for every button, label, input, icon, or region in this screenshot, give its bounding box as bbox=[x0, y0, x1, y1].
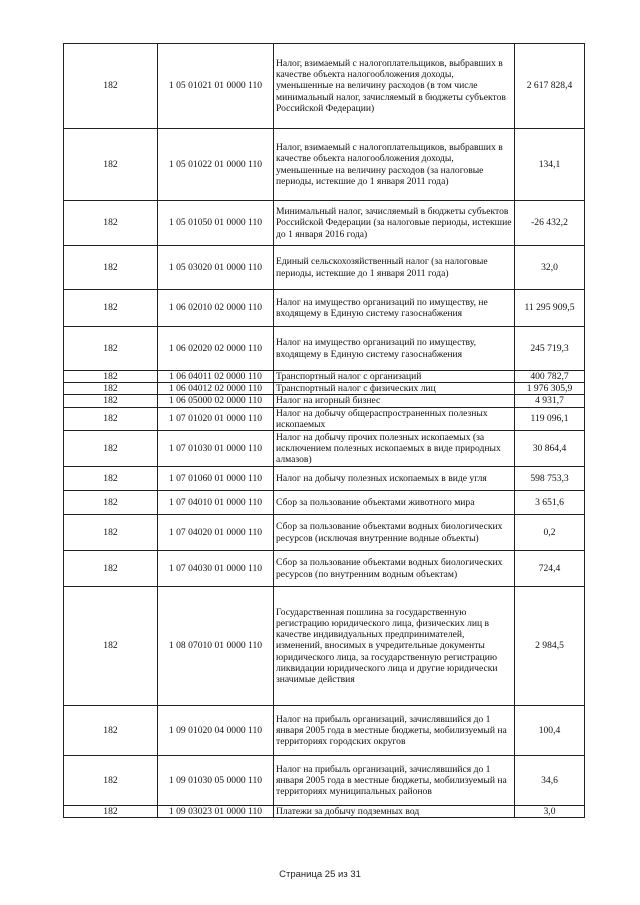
kbk-admin-code-cell: 182 bbox=[64, 587, 158, 706]
table-row bbox=[64, 756, 585, 806]
kbk-code-cell: 1 08 07010 01 0000 110 bbox=[158, 587, 274, 706]
revenue-name-cell: Единый сельскохозяйственный налог (за налоговые периоды, истекшие до 1 января 2011 года) bbox=[274, 246, 515, 290]
kbk-admin-code-cell: 182 bbox=[64, 407, 158, 430]
kbk-admin-code-cell: 182 bbox=[64, 290, 158, 327]
table-row bbox=[64, 551, 585, 587]
kbk-code-cell: 1 06 02010 02 0000 110 bbox=[158, 290, 274, 327]
amount-cell: 4 931,7 bbox=[515, 395, 585, 407]
amount-cell: 400 782,7 bbox=[515, 371, 585, 383]
revenue-name-cell: Налог на игорный бизнес bbox=[274, 395, 515, 407]
kbk-admin-code-cell: 182 bbox=[64, 201, 158, 246]
kbk-code-cell: 1 05 01022 01 0000 110 bbox=[158, 129, 274, 201]
amount-cell: 134,1 bbox=[515, 129, 585, 201]
amount-cell: 30 864,4 bbox=[515, 431, 585, 467]
revenue-table-body bbox=[64, 44, 585, 818]
revenue-name-cell: Налог на добычу прочих полезных ископаемых (за исключением полезных ископаемых в виде природных алмазов) bbox=[274, 431, 515, 467]
amount-cell: 3 651,6 bbox=[515, 491, 585, 515]
kbk-code-cell: 1 09 01020 04 0000 110 bbox=[158, 706, 274, 756]
revenue-name-cell: Сбор за пользование объектами животного мира bbox=[274, 491, 515, 515]
revenue-name-cell: Транспортный налог с физических лиц bbox=[274, 383, 515, 395]
kbk-admin-code-cell: 182 bbox=[64, 395, 158, 407]
revenue-name-cell: Налог, взимаемый с налогоплательщиков, выбравших в качестве объекта налогообложения доходы, уменьшенные на величину расходов (за налоговые периоды, истекшие до 1 января 2011 года) bbox=[274, 129, 515, 201]
kbk-code-cell: 1 06 04012 02 0000 110 bbox=[158, 383, 274, 395]
revenue-name-cell: Сбор за пользование объектами водных биологических ресурсов (исключая внутренние водные объекты) bbox=[274, 515, 515, 551]
kbk-code-cell: 1 09 03023 01 0000 110 bbox=[158, 806, 274, 818]
kbk-admin-code-cell: 182 bbox=[64, 246, 158, 290]
amount-cell: 11 295 909,5 bbox=[515, 290, 585, 327]
table-row bbox=[64, 491, 585, 515]
kbk-code-cell: 1 06 02020 02 0000 110 bbox=[158, 327, 274, 371]
kbk-admin-code-cell: 182 bbox=[64, 431, 158, 467]
kbk-code-cell: 1 05 01050 01 0000 110 bbox=[158, 201, 274, 246]
kbk-code-cell: 1 07 04020 01 0000 110 bbox=[158, 515, 274, 551]
kbk-admin-code-cell: 182 bbox=[64, 467, 158, 491]
table-row bbox=[64, 515, 585, 551]
revenue-name-cell: Налог на добычу общераспространенных полезных ископаемых bbox=[274, 407, 515, 430]
revenue-name-cell: Транспортный налог с организаций bbox=[274, 371, 515, 383]
kbk-admin-code-cell: 182 bbox=[64, 491, 158, 515]
amount-cell: 100,4 bbox=[515, 706, 585, 756]
amount-cell: 1 976 305,9 bbox=[515, 383, 585, 395]
kbk-code-cell: 1 07 01030 01 0000 110 bbox=[158, 431, 274, 467]
kbk-admin-code-cell: 182 bbox=[64, 44, 158, 129]
table-row bbox=[64, 467, 585, 491]
table-row bbox=[64, 407, 585, 430]
table-row bbox=[64, 706, 585, 756]
kbk-code-cell: 1 05 03020 01 0000 110 bbox=[158, 246, 274, 290]
kbk-admin-code-cell: 182 bbox=[64, 515, 158, 551]
kbk-admin-code-cell: 182 bbox=[64, 551, 158, 587]
revenue-name-cell: Минимальный налог, зачисляемый в бюджеты субъектов Российской Федерации (за налоговые периоды, истекшие до 1 января 2016 года) bbox=[274, 201, 515, 246]
revenue-name-cell: Сбор за пользование объектами водных биологических ресурсов (по внутренним водным объектам) bbox=[274, 551, 515, 587]
revenue-name-cell: Налог на добычу полезных ископаемых в виде угля bbox=[274, 467, 515, 491]
table-row bbox=[64, 395, 585, 407]
amount-cell: 598 753,3 bbox=[515, 467, 585, 491]
table-row bbox=[64, 290, 585, 327]
kbk-code-cell: 1 06 04011 02 0000 110 bbox=[158, 371, 274, 383]
table-row bbox=[64, 806, 585, 818]
amount-cell: 2 984,5 bbox=[515, 587, 585, 706]
table-row bbox=[64, 246, 585, 290]
table-row bbox=[64, 587, 585, 706]
revenue-table bbox=[63, 43, 585, 818]
kbk-admin-code-cell: 182 bbox=[64, 706, 158, 756]
page-number: Страница 25 из 31 bbox=[279, 869, 361, 880]
table-row bbox=[64, 431, 585, 467]
kbk-admin-code-cell: 182 bbox=[64, 806, 158, 818]
kbk-admin-code-cell: 182 bbox=[64, 129, 158, 201]
table-row bbox=[64, 383, 585, 395]
kbk-admin-code-cell: 182 bbox=[64, 327, 158, 371]
revenue-name-cell: Платежи за добычу подземных вод bbox=[274, 806, 515, 818]
kbk-code-cell: 1 07 01060 01 0000 110 bbox=[158, 467, 274, 491]
table-row bbox=[64, 129, 585, 201]
table-row bbox=[64, 44, 585, 129]
revenue-name-cell: Налог на имущество организаций по имуществу, не входящему в Единую систему газоснабжения bbox=[274, 290, 515, 327]
amount-cell: 3,0 bbox=[515, 806, 585, 818]
amount-cell: 724,4 bbox=[515, 551, 585, 587]
kbk-code-cell: 1 05 01021 01 0000 110 bbox=[158, 44, 274, 129]
kbk-admin-code-cell: 182 bbox=[64, 756, 158, 806]
kbk-code-cell: 1 06 05000 02 0000 110 bbox=[158, 395, 274, 407]
revenue-name-cell: Государственная пошлина за государственную регистрацию юридического лица, физических лиц в качестве индивидуальных предпринимателей, изменений, вносимых в учредительные документы юридического лица, за государственную регистрацию ликвидации юридического лица и другие юридически значимые действия bbox=[274, 587, 515, 706]
amount-cell: 245 719,3 bbox=[515, 327, 585, 371]
kbk-code-cell: 1 07 04010 01 0000 110 bbox=[158, 491, 274, 515]
kbk-code-cell: 1 07 04030 01 0000 110 bbox=[158, 551, 274, 587]
table-row bbox=[64, 371, 585, 383]
amount-cell: -26 432,2 bbox=[515, 201, 585, 246]
revenue-name-cell: Налог, взимаемый с налогоплательщиков, выбравших в качестве объекта налогообложения доходы, уменьшенные на величину расходов (в том числе минимальный налог, зачисляемый в бюджеты субъектов Российской Федерации) bbox=[274, 44, 515, 129]
kbk-code-cell: 1 07 01020 01 0000 110 bbox=[158, 407, 274, 430]
amount-cell: 34,6 bbox=[515, 756, 585, 806]
kbk-code-cell: 1 09 01030 05 0000 110 bbox=[158, 756, 274, 806]
amount-cell: 119 096,1 bbox=[515, 407, 585, 430]
amount-cell: 0,2 bbox=[515, 515, 585, 551]
revenue-name-cell: Налог на прибыль организаций, зачислявшийся до 1 января 2005 года в местные бюджеты, мобилизуемый на территориях муниципальных районов bbox=[274, 756, 515, 806]
revenue-name-cell: Налог на прибыль организаций, зачислявшийся до 1 января 2005 года в местные бюджеты, мобилизуемый на территориях городских округов bbox=[274, 706, 515, 756]
amount-cell: 2 617 828,4 bbox=[515, 44, 585, 129]
table-row bbox=[64, 201, 585, 246]
revenue-name-cell: Налог на имущество организаций по имуществу, входящему в Единую систему газоснабжения bbox=[274, 327, 515, 371]
amount-cell: 32,0 bbox=[515, 246, 585, 290]
table-row bbox=[64, 327, 585, 371]
kbk-admin-code-cell: 182 bbox=[64, 383, 158, 395]
kbk-admin-code-cell: 182 bbox=[64, 371, 158, 383]
